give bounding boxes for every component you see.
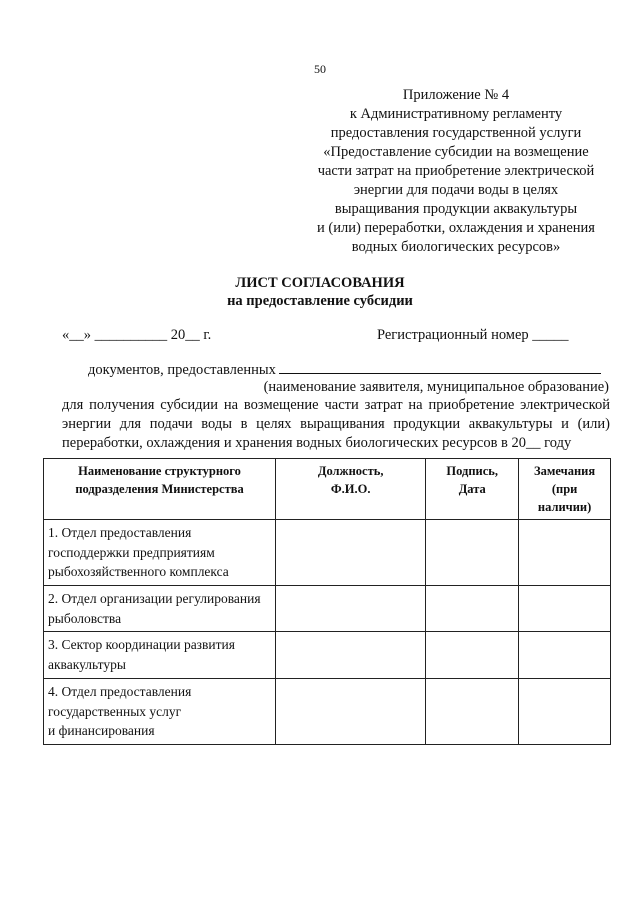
documents-label: документов, предоставленных — [88, 362, 276, 378]
documents-line — [88, 361, 610, 379]
signature-cell — [426, 632, 519, 679]
signature-cell — [426, 586, 519, 632]
applicant-blank — [279, 361, 601, 374]
annex-line: и (или) переработки, охлаждения и хранения — [317, 220, 595, 236]
annex-line: выращивания продукции аквакультуры — [334, 201, 578, 217]
page-number: 50 — [314, 62, 326, 76]
remarks-cell — [519, 632, 611, 679]
document-title — [0, 274, 640, 310]
department-cell: 1. Отдел предоставления господдержки предприятиям рыбохозяйственного комплекса — [44, 520, 276, 586]
purpose-line: переработки, охлаждения и хранения водных биологических ресурсов в 20__ году — [62, 435, 572, 451]
header-signature-date: Подпись, Дата — [426, 459, 519, 520]
remarks-cell — [519, 586, 611, 632]
annex-line: Приложение № 4 — [402, 87, 510, 103]
table-row — [44, 632, 611, 679]
title-main: ЛИСТ СОГЛАСОВАНИЯ — [235, 275, 405, 291]
annex-line: части затрат на приобретение электрической — [317, 163, 595, 179]
header-position-name: Должность, Ф.И.О. — [276, 459, 426, 520]
header-remarks: Замечания (при наличии) — [519, 459, 611, 520]
annex-line: водных биологических ресурсов» — [351, 239, 561, 255]
department-cell: 2. Отдел организации регулирования рыболовства — [44, 586, 276, 632]
purpose-paragraph — [62, 396, 610, 453]
annex-line: «Предоставление субсидии на возмещение — [323, 144, 589, 160]
remarks-cell — [519, 679, 611, 745]
department-cell: 4. Отдел предоставления государственных услуг и финансирования — [44, 679, 276, 745]
annex-line: к Административному регламенту — [349, 106, 563, 122]
title-sub: на предоставление субсидии — [227, 293, 413, 309]
purpose-line: энергии для подачи воды в целях выращивания продукции аквакультуры и (или) — [62, 416, 610, 432]
annex-header — [300, 86, 612, 257]
remarks-cell — [519, 520, 611, 586]
annex-line: предоставления государственной услуги — [330, 125, 582, 141]
department-cell: 3. Сектор координации развития аквакультуры — [44, 632, 276, 679]
signature-cell — [426, 520, 519, 586]
purpose-line: для получения субсидии на возмещение части затрат на приобретение электрической — [62, 397, 610, 413]
position-cell — [276, 586, 426, 632]
applicant-note: (наименование заявителя, муниципальное образование) — [263, 379, 609, 395]
date-field: «__» __________ 20__ г. — [62, 327, 212, 343]
signature-cell — [426, 679, 519, 745]
registration-number-field: Регистрационный номер _____ — [377, 327, 569, 343]
table-row — [44, 679, 611, 745]
header-department: Наименование структурного подразделения Министерства — [44, 459, 276, 520]
annex-line: энергии для подачи воды в целях — [353, 182, 559, 198]
position-cell — [276, 632, 426, 679]
position-cell — [276, 679, 426, 745]
approval-table — [43, 458, 611, 745]
table-row — [44, 586, 611, 632]
table-row — [44, 520, 611, 586]
table-header-row — [44, 459, 611, 520]
position-cell — [276, 520, 426, 586]
